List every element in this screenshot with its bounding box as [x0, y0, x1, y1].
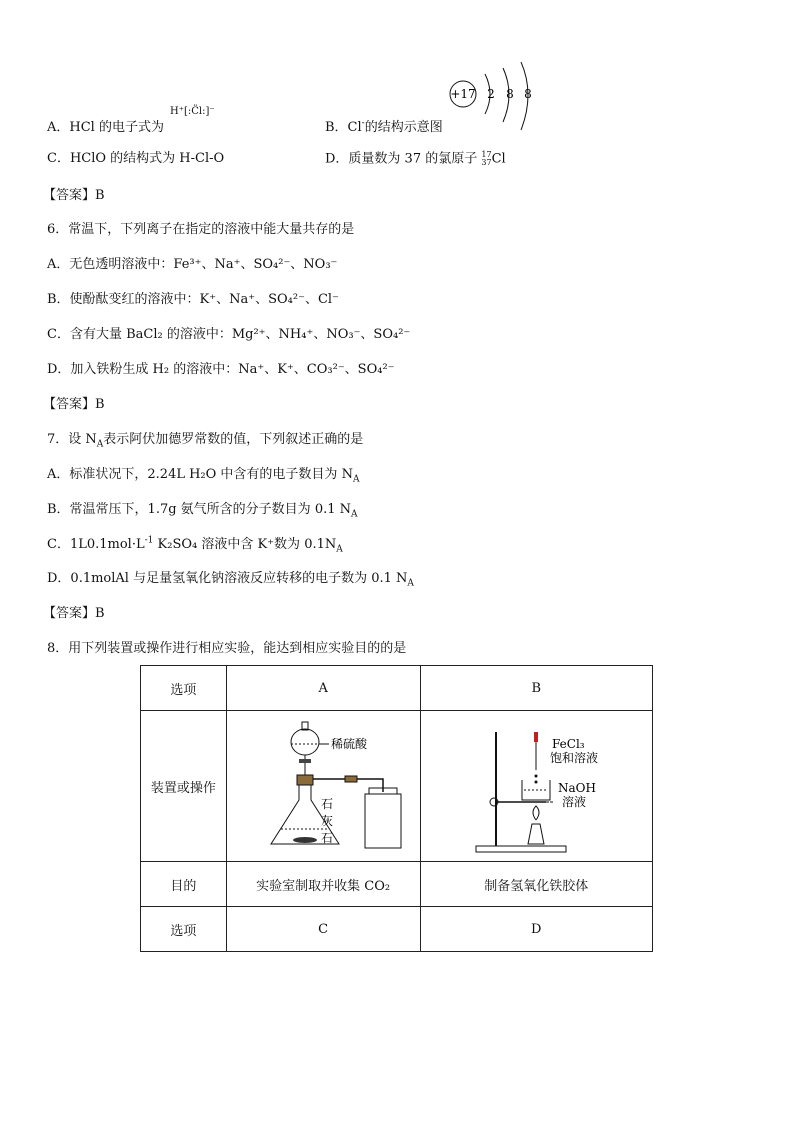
table-cell: B [420, 666, 652, 711]
q5-option-a [47, 120, 164, 136]
q8-stem: 8．用下列装置或操作进行相应实验，能达到相应实验目的的是 [47, 641, 407, 656]
stone-label-1: 石 [321, 796, 334, 811]
atom-nucleus: +17 [450, 87, 476, 101]
q7-option-b: B．常温常压下，1.7g 氨气所含的分子数目为 0.1 $N_A$ [47, 502, 358, 520]
shell-1-count: 2 [487, 87, 495, 101]
chlorine-ion-structure-diagram [445, 62, 545, 134]
q5-option-c: C．HClO 的结构式为 H-Cl-O [47, 151, 225, 166]
table-row [141, 907, 653, 952]
q8-table [140, 665, 653, 952]
figure-b-cell [420, 711, 652, 862]
table-cell: 目的 [141, 862, 227, 907]
colloid-apparatus-figure [436, 712, 636, 857]
table-cell: 装置或操作 [141, 711, 227, 862]
q7-option-a: A．标准状况下，2.24L H₂O 中含有的电子数目为 $N_A$ [47, 467, 360, 485]
acid-label: 稀硫酸 [331, 736, 368, 751]
q6-answer: 【答案】B [43, 397, 105, 412]
table-cell: 制备氢氧化铁胶体 [420, 862, 652, 907]
q7-option-c: C．$1L0.1mol\cdot L^{-1}$ K₂SO₄ 溶液中含 K⁺数为 $0.1N_A$ [47, 535, 343, 555]
table-cell: A [226, 666, 420, 711]
table-cell: D [420, 907, 652, 952]
table-row [141, 711, 653, 862]
q7-answer: 【答案】B [43, 606, 105, 621]
q7-option-d: D．0.1molAl 与足量氢氧化钠溶液反应转移的电子数为 0.1 $N_A$ [47, 571, 414, 589]
co2-apparatus-figure [233, 712, 413, 857]
saturated-solution-label: 饱和溶液 [550, 750, 599, 765]
isotope-numbers: 17 37 [481, 150, 492, 167]
solution-label: 溶液 [562, 794, 587, 809]
shell-3-count: 8 [524, 87, 532, 101]
shell-2-count: 8 [506, 87, 514, 101]
stone-label-2: 灰 [321, 813, 334, 828]
q5-option-a-text: A．HCl 的电子式为 [47, 120, 164, 135]
table-cell: 选项 [141, 907, 227, 952]
q6-option-a: A．无色透明溶液中：Fe³⁺、Na⁺、SO₄²⁻、NO₃⁻ [47, 257, 338, 272]
table-row [141, 666, 653, 711]
hcl-electron-formula: H⁺[:C̈l:]⁻ [170, 106, 215, 117]
q5-answer: 【答案】B [43, 188, 105, 203]
naoh-label: NaOH [558, 780, 597, 795]
table-cell: 选项 [141, 666, 227, 711]
q6-stem: 6．常温下，下列离子在指定的溶液中能大量共存的是 [47, 222, 355, 237]
table-row [141, 862, 653, 907]
table-cell: C [226, 907, 420, 952]
q6-option-c: C．含有大量 BaCl₂ 的溶液中：Mg²⁺、NH₄⁺、NO₃⁻、SO₄²⁻ [47, 327, 411, 342]
q6-option-d: D．加入铁粉生成 H₂ 的溶液中：Na⁺、K⁺、CO₃²⁻、SO₄²⁻ [47, 362, 395, 377]
q6-option-b: B．使酚酞变红的溶液中：K⁺、Na⁺、SO₄²⁻、Cl⁻ [47, 292, 339, 307]
stone-label-3: 石 [321, 830, 334, 845]
table-cell: 实验室制取并收集 CO₂ [226, 862, 420, 907]
q5-option-d: D．质量数为 37 的氯原子 17 37Cl [325, 150, 506, 167]
figure-a-cell [226, 711, 420, 862]
q7-stem: 7．设 $N_A$表示阿伏加德罗常数的值，下列叙述正确的是 [47, 432, 364, 450]
fecl3-label: FeCl₃ [552, 736, 585, 751]
q5-option-b: B．Cl-的结构示意图 [325, 118, 443, 135]
